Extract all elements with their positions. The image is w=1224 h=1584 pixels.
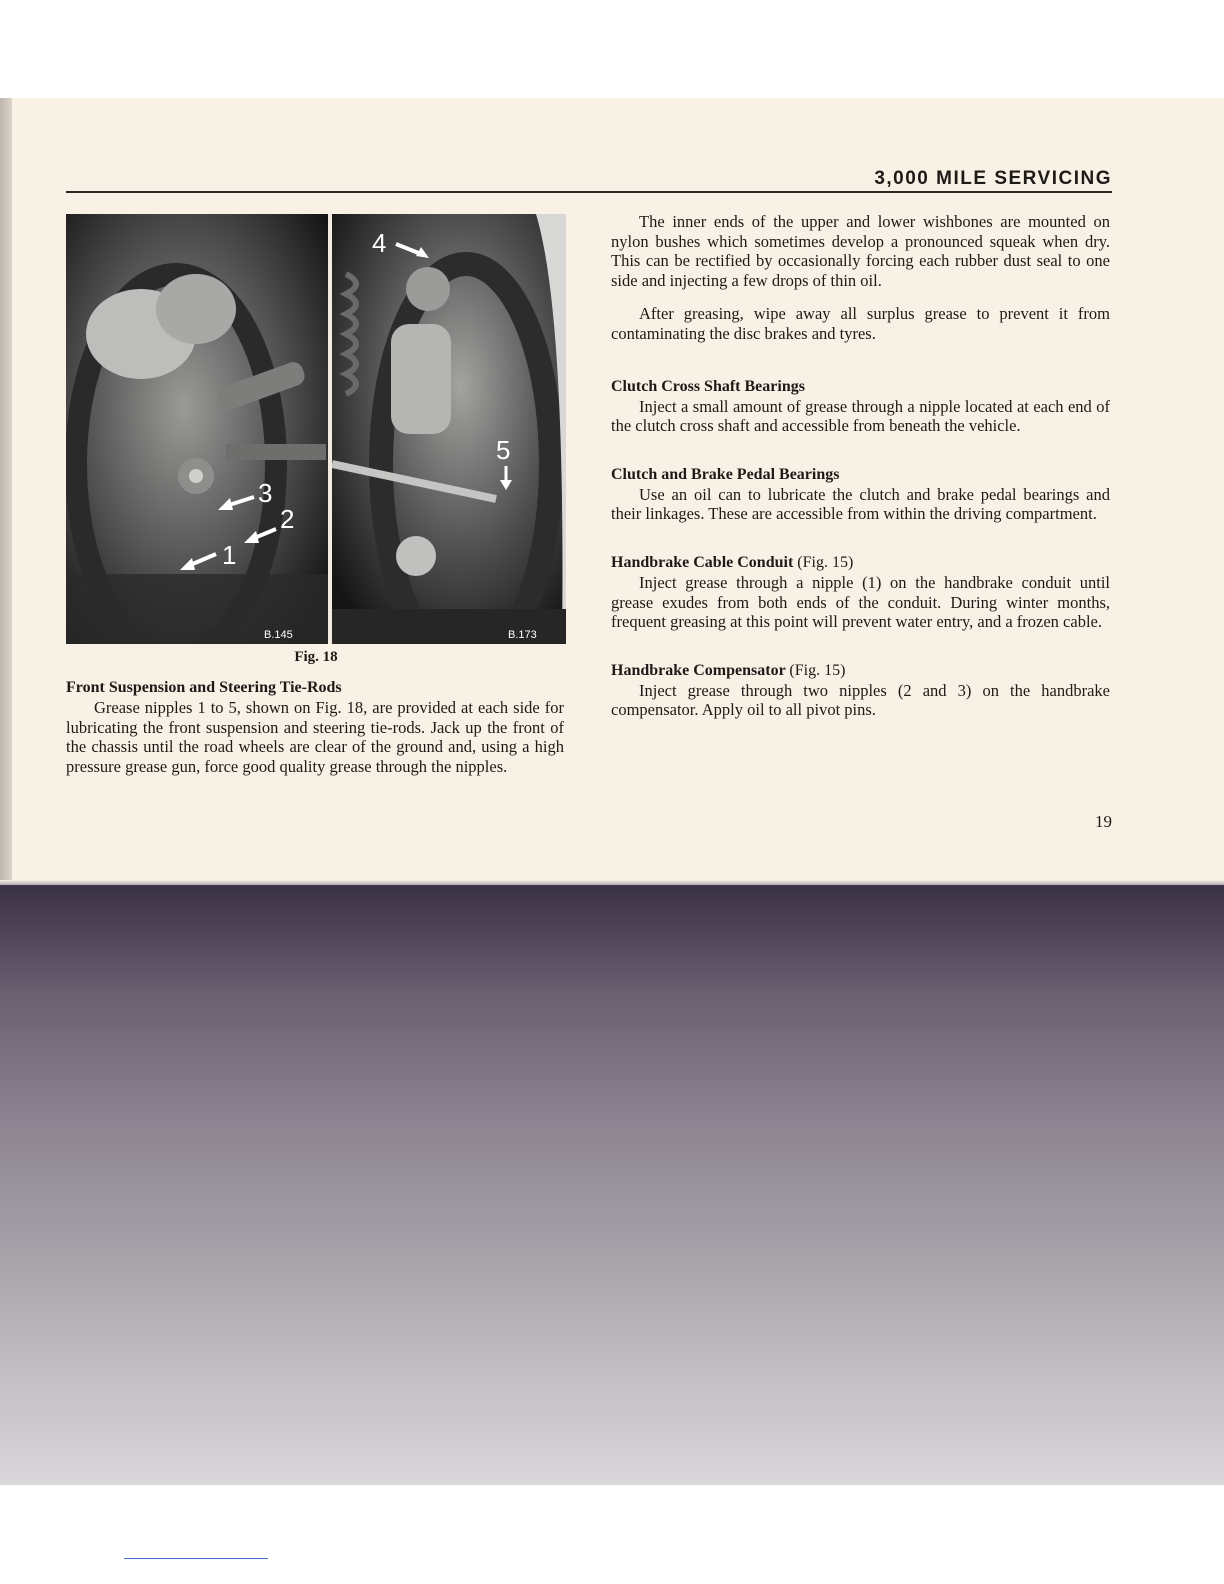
photo-right-panel (332, 214, 566, 644)
right-column (611, 212, 1110, 720)
photo-left-panel (66, 214, 328, 644)
after-greasing-paragraph: After greasing, wipe away all surplus grease to prevent it from contaminating the disc brakes and tyres. (611, 304, 1110, 343)
svg-text:3: 3 (258, 478, 273, 508)
section-heading-front-suspension: Front Suspension and Steering Tie-Rods (66, 679, 342, 696)
image-code-left: B.145 (264, 629, 293, 641)
header-rule (66, 191, 1112, 193)
figure-caption: Fig. 18 (294, 649, 338, 665)
section-heading-pedal-bearings: Clutch and Brake Pedal Bearings (611, 465, 840, 483)
wishbone-paragraph: The inner ends of the upper and lower wishbones are mounted on nylon bushes which sometimes develop a pronounced squeak when dry. This can be rectified by occasionally forcing each rubber dust seal to one side and injecting a few drops of thin oil. (611, 212, 1110, 290)
section-heading-handbrake-conduit: Handbrake Cable Conduit (Fig. 15) (611, 553, 854, 571)
svg-text:2: 2 (280, 504, 295, 534)
figure-18-photo (66, 214, 566, 644)
back-cover (0, 885, 1224, 1485)
handbrake-compensator-paragraph: Inject grease through two nipples (2 and 3) on the handbrake compensator. Apply oil to all pivot pins. (611, 680, 1110, 720)
svg-text:1: 1 (222, 540, 237, 570)
front-suspension-paragraph: Grease nipples 1 to 5, shown on Fig. 18, are provided at each side for lubricating the front suspension and steering tie-rods. Jack up the front of the chassis until the road wheels are clear of the ground and, using a high pressure grease gun, force good quality grease through the nipples. (66, 698, 564, 776)
page-number: 19 (1095, 812, 1112, 831)
scan-artifact-line (124, 1558, 268, 1559)
pedal-bearings-paragraph: Use an oil can to lubricate the clutch and brake pedal bearings and their linkages. These are accessible from within the driving compartment. (611, 484, 1110, 524)
section-heading-clutch-cross-shaft: Clutch Cross Shaft Bearings (611, 377, 805, 395)
svg-text:4: 4 (372, 228, 387, 258)
handbrake-conduit-paragraph: Inject grease through a nipple (1) on the handbrake conduit until grease exudes from both ends of the conduit. During winter months, frequent greasing at this point will prevent water entry, and a frozen cable. (611, 572, 1110, 632)
clutch-cross-shaft-paragraph: Inject a small amount of grease through a nipple located at each end of the clutch cross shaft and accessible from beneath the vehicle. (611, 396, 1110, 436)
left-column (66, 677, 564, 776)
section-heading-handbrake-compensator: Handbrake Compensator (Fig. 15) (611, 661, 846, 679)
image-code-right: B.173 (508, 629, 537, 641)
running-head: 3,000 MILE SERVICING (874, 168, 1112, 189)
svg-text:5: 5 (496, 435, 511, 465)
